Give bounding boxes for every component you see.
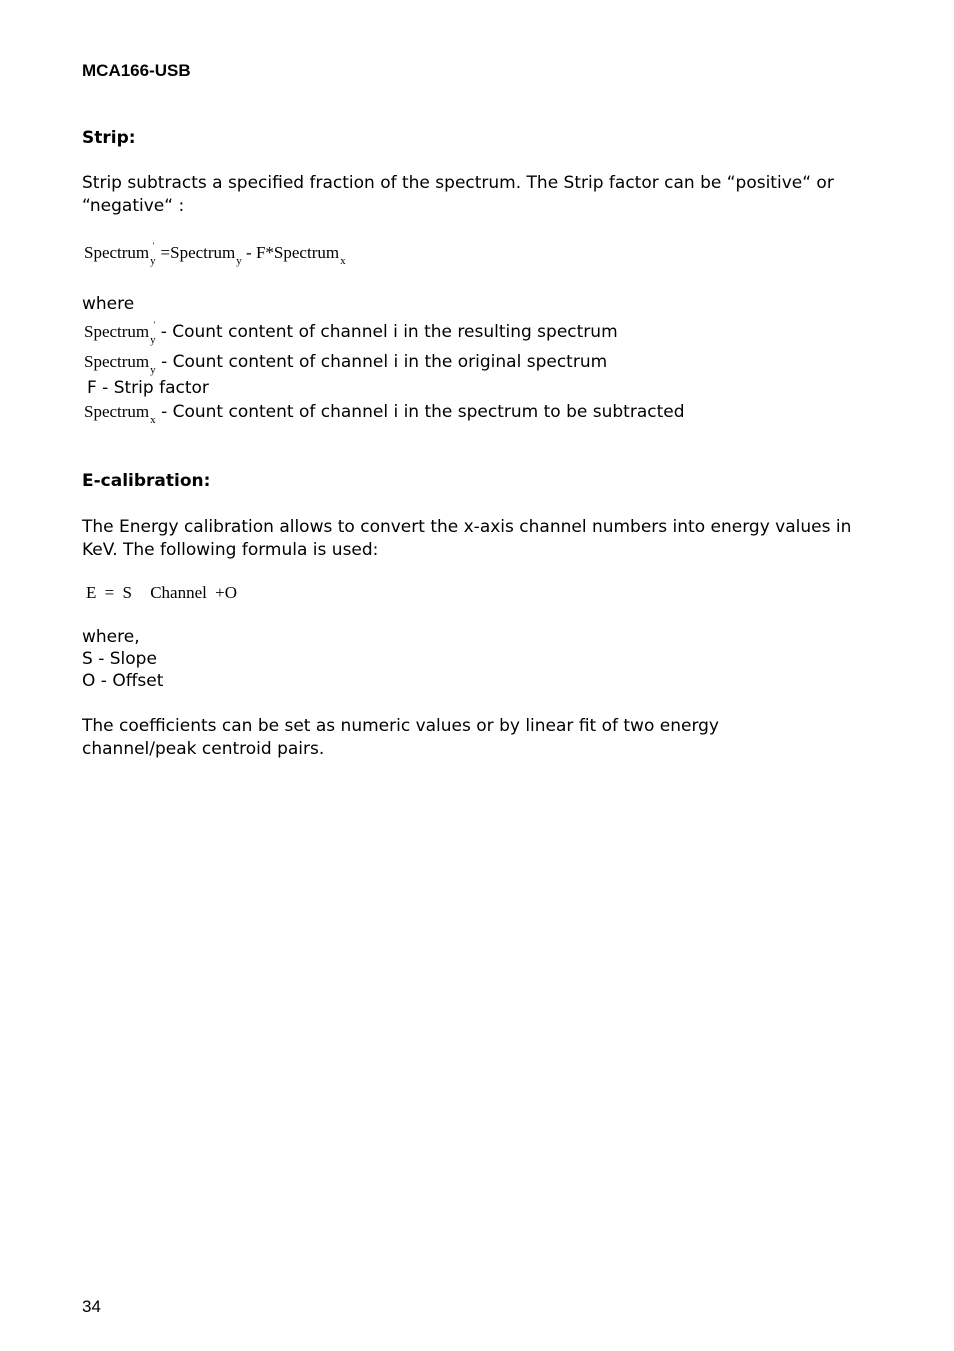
formula-lhs: E xyxy=(86,583,97,602)
formula-times: * xyxy=(265,243,274,262)
formula-lhs-prime: ' xyxy=(152,241,155,251)
definition-symbol-base: Spectrum xyxy=(84,352,150,371)
ecal-formula xyxy=(86,583,237,603)
definition-symbol-base: Spectrum xyxy=(84,322,150,341)
document-header: MCA166-USB xyxy=(82,61,191,80)
formula-plus: + xyxy=(215,583,225,602)
definition-row xyxy=(84,351,607,375)
definition-row xyxy=(84,321,618,345)
ecal-definition: O - Offset xyxy=(82,671,164,691)
definition-symbol-sub: y xyxy=(150,364,156,376)
formula-minus: - xyxy=(246,243,252,262)
definition-text: - Count content of channel i in the spectrum to be subtracted xyxy=(161,402,685,422)
definition-symbol-sub: y xyxy=(150,334,156,346)
formula-equals: = xyxy=(160,243,171,262)
ecal-heading: E-calibration: xyxy=(82,471,211,491)
strip-where-label: where xyxy=(82,294,135,314)
definition-symbol-sub: x xyxy=(150,414,156,426)
formula-slope: S xyxy=(122,583,132,602)
formula-rhs2-base: Spectrum xyxy=(273,243,340,262)
ecal-definition: S - Slope xyxy=(82,649,157,669)
strip-intro: Strip subtracts a specified fraction of the spectrum. The Strip factor can be “positive“ or “negative“ : xyxy=(82,173,834,216)
ecal-where-label: where, xyxy=(82,627,140,647)
formula-offset: O xyxy=(224,583,237,602)
definition-row xyxy=(87,377,209,399)
definition-symbol-base: Spectrum xyxy=(84,402,150,421)
page-number: 34 xyxy=(82,1297,101,1316)
definition-row xyxy=(84,401,685,425)
definition-symbol-prime: ' xyxy=(153,320,156,330)
ecal-note: The coefficients can be set as numeric values or by linear fit of two energy channel/peak centroid pairs. xyxy=(82,716,719,759)
formula-lhs-sub: y xyxy=(150,255,156,267)
ecal-intro: The Energy calibration allows to convert the x-axis channel numbers into energy values in KeV. The following formula is used: xyxy=(82,517,852,560)
formula-factor: F xyxy=(255,243,266,262)
formula-channel: Channel xyxy=(150,583,207,602)
definition-text: - Count content of channel i in the resulting spectrum xyxy=(160,322,618,342)
strip-formula xyxy=(84,241,346,267)
formula-equals: = xyxy=(104,583,115,602)
definition-text: - Count content of channel i in the original spectrum xyxy=(161,352,608,372)
strip-heading: Strip: xyxy=(82,128,136,148)
formula-lhs-base: Spectrum xyxy=(84,243,150,262)
definition-text: F - Strip factor xyxy=(87,378,209,398)
formula-rhs1-sub: y xyxy=(236,255,242,267)
formula-rhs2-sub: x xyxy=(340,255,346,267)
formula-rhs1-base: Spectrum xyxy=(170,243,236,262)
